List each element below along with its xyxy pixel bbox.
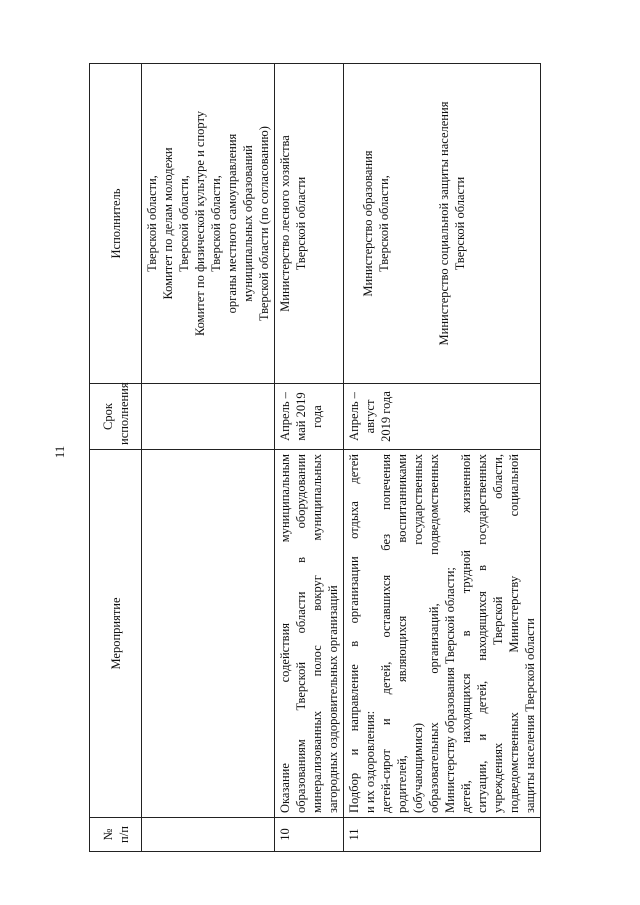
activity-line: (обучающимися) государственных [411, 454, 425, 813]
activity-line: учреждениях Тверской области, [491, 454, 505, 813]
row-activity [344, 450, 541, 818]
row-term [142, 384, 275, 450]
header-activity: Мероприятие [90, 450, 142, 818]
header-num: № п/п [90, 818, 142, 852]
row-executor [275, 64, 344, 384]
activity-line: детей, находящихся в трудной жизненной [459, 454, 473, 813]
executor-line: Министерство образования [361, 150, 375, 297]
executor-line: Тверской области, [177, 175, 191, 272]
activity-line: защиты населения Тверской области [523, 618, 537, 813]
row-num [142, 818, 275, 852]
header-executor: Исполнитель [90, 64, 142, 384]
executor-line: Тверской области, [209, 175, 223, 272]
executor-line: Комитет по делам молодежи [161, 147, 175, 300]
header-term: Срок исполнения [90, 384, 142, 450]
executor-line: Комитет по физической культуре и спорту [193, 110, 207, 337]
activity-line: и их оздоровления: [363, 710, 377, 813]
activity-line: минерализованных полос вокруг муниципальных [310, 454, 324, 813]
activity-line: родителей, являющихся воспитанниками [395, 454, 409, 813]
executor-line: Тверской области [453, 176, 467, 271]
activity-plan-table [89, 63, 541, 852]
activity-line: ситуации, и детей, находящихся в государственных [475, 454, 489, 813]
row-num: 10 [275, 818, 344, 852]
activity-line: подведомственных Министерству социальной [507, 454, 521, 813]
row-activity [142, 450, 275, 818]
table-row [344, 64, 541, 852]
executor-line: Министерство лесного хозяйства [278, 135, 292, 312]
row-term: Апрель – август 2019 года [344, 384, 541, 450]
activity-line: Министерству образования Тверской области; [443, 567, 457, 813]
table-row [275, 64, 344, 852]
page-number: 11 [52, 445, 67, 459]
activity-line: образовательных организаций, подведомственных [427, 454, 441, 813]
activity-line: детей-сирот и детей, оставшихся без попечения [379, 454, 393, 813]
activity-line: Подбор и направление в организации отдыха детей [347, 454, 361, 813]
executor-line: органы местного самоуправления [225, 133, 239, 314]
activity-line: Оказание содействия муниципальным [278, 454, 292, 813]
table-row [142, 64, 275, 852]
row-activity [275, 450, 344, 818]
row-num: 11 [344, 818, 541, 852]
executor-line: Тверской области, [377, 175, 391, 272]
spacer [392, 68, 436, 379]
executor-line: муниципальных образований [241, 145, 255, 302]
activity-line: загородных оздоровительных организаций [326, 585, 340, 813]
row-executor [142, 64, 275, 384]
executor-line: Министерство социальной защиты населения [437, 101, 451, 346]
executor-line: Тверской области [294, 176, 308, 271]
rotated-table-container [89, 64, 537, 852]
row-term: Апрель – май 2019 года [275, 384, 344, 450]
spacer [346, 68, 360, 379]
executor-line: Тверской области (по согласованию) [257, 126, 271, 321]
executor-line: Тверской области, [145, 175, 159, 272]
activity-line: образованиям Тверской области в оборудовании [294, 454, 308, 813]
table-header-row [90, 64, 142, 852]
row-executor [344, 64, 541, 384]
